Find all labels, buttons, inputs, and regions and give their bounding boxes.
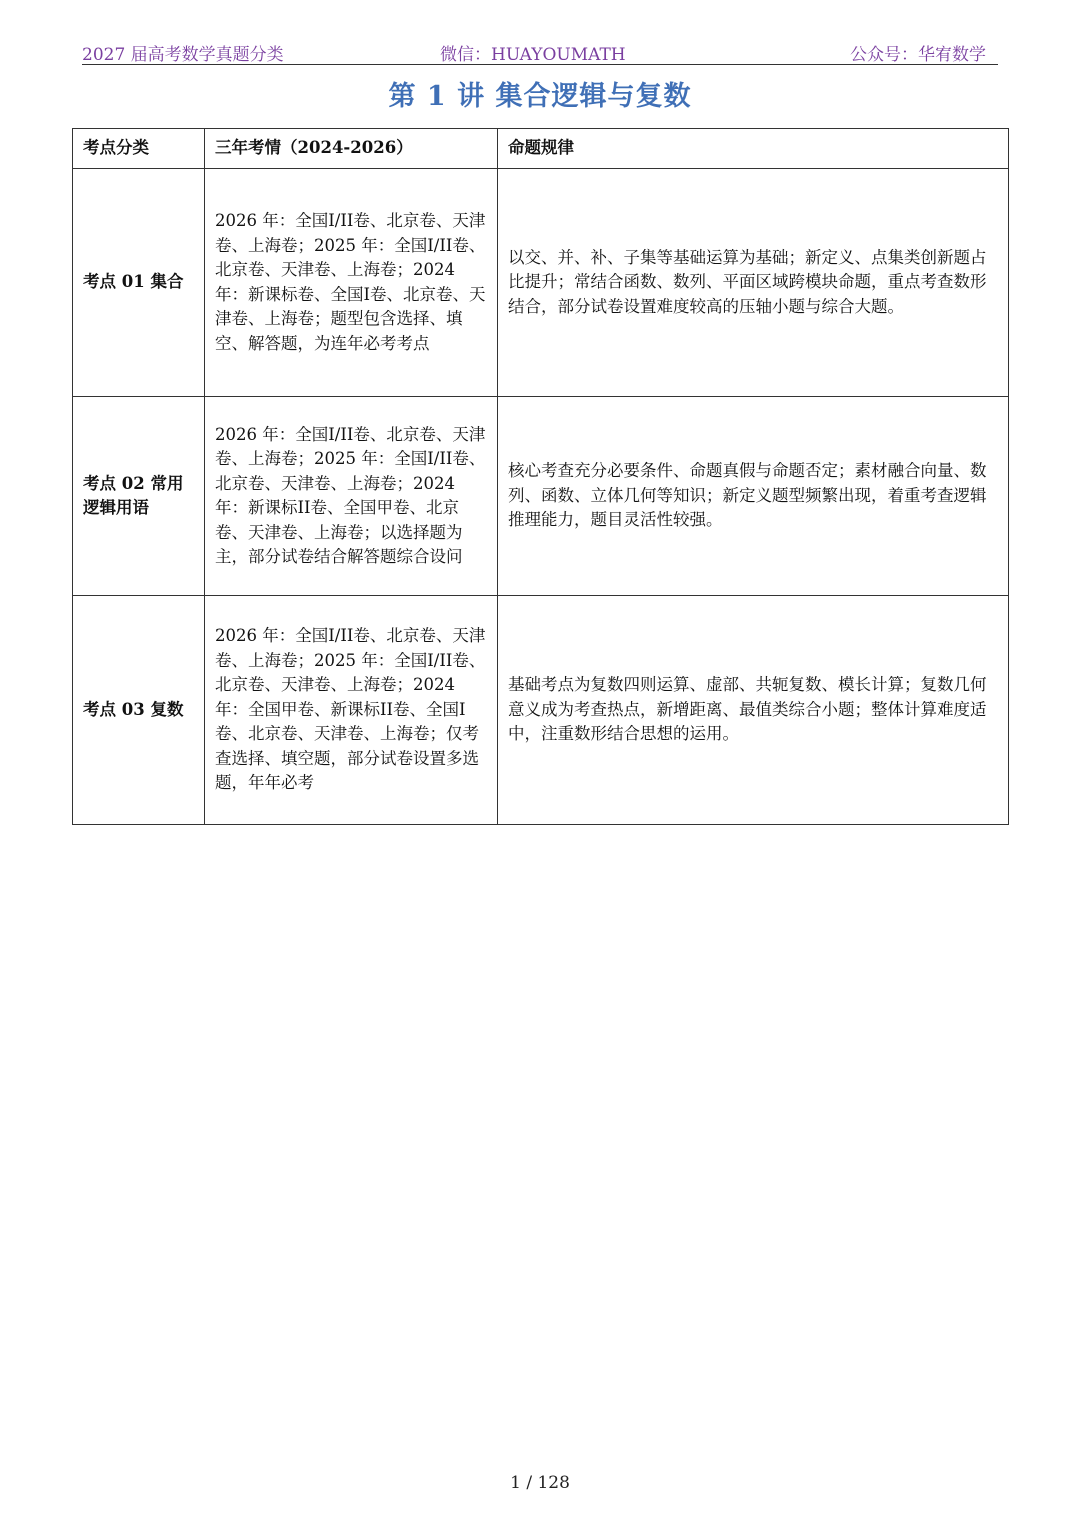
row-pattern: 基础考点为复数四则运算、虚部、共轭复数、模长计算；复数几何意义成为考查热点，新增距离、最值类综合小题；整体计算难度适中，注重数形结合思想的运用。 (498, 596, 1009, 825)
page-number: 1 / 128 (510, 1473, 570, 1493)
row-situation: 2026 年：全国I/II卷、北京卷、天津卷、上海卷；2025 年：全国I/II卷、北京卷、天津卷、上海卷；2024 年：新课标II卷、全国甲卷、北京卷、天津卷、上海卷；以选择题为主，部分试卷结合解答题综合设问 (205, 397, 498, 596)
page-header (82, 38, 998, 65)
header-public-account: 公众号：华宥数学 (850, 45, 986, 65)
table-row (73, 397, 1009, 596)
row-category: 考点 01 集合 (73, 169, 205, 397)
row-category: 考点 03 复数 (73, 596, 205, 825)
row-pattern: 核心考查充分必要条件、命题真假与命题否定；素材融合向量、数列、函数、立体几何等知识；新定义题型频繁出现，着重考查逻辑推理能力，题目灵活性较强。 (498, 397, 1009, 596)
table-row (73, 169, 1009, 397)
header-book-title: 2027 届高考数学真题分类 (82, 45, 284, 65)
exam-analysis-table (72, 128, 1009, 825)
column-header-situation: 三年考情（2024-2026） (205, 129, 498, 169)
table-header-row (73, 129, 1009, 169)
table-row (73, 596, 1009, 825)
lecture-title: 第 1 讲 集合逻辑与复数 (388, 81, 692, 112)
column-header-category: 考点分类 (73, 129, 205, 169)
row-situation: 2026 年：全国I/II卷、北京卷、天津卷、上海卷；2025 年：全国I/II卷、北京卷、天津卷、上海卷；2024 年：全国甲卷、新课标II卷、全国I卷、北京卷、天津卷、上海卷；仅考查选择、填空题，部分试卷设置多选题，年年必考 (205, 596, 498, 825)
column-header-pattern: 命题规律 (498, 129, 1009, 169)
row-category: 考点 02 常用逻辑用语 (73, 397, 205, 596)
header-wechat: 微信：HUAYOUMATH (440, 45, 626, 65)
row-situation: 2026 年：全国I/II卷、北京卷、天津卷、上海卷；2025 年：全国I/II卷、北京卷、天津卷、上海卷；2024 年：新课标卷、全国I卷、北京卷、天津卷、上海卷；题型包含选择、填空、解答题，为连年必考考点 (205, 169, 498, 397)
row-pattern: 以交、并、补、子集等基础运算为基础；新定义、点集类创新题占比提升；常结合函数、数列、平面区域跨模块命题，重点考查数形结合，部分试卷设置难度较高的压轴小题与综合大题。 (498, 169, 1009, 397)
